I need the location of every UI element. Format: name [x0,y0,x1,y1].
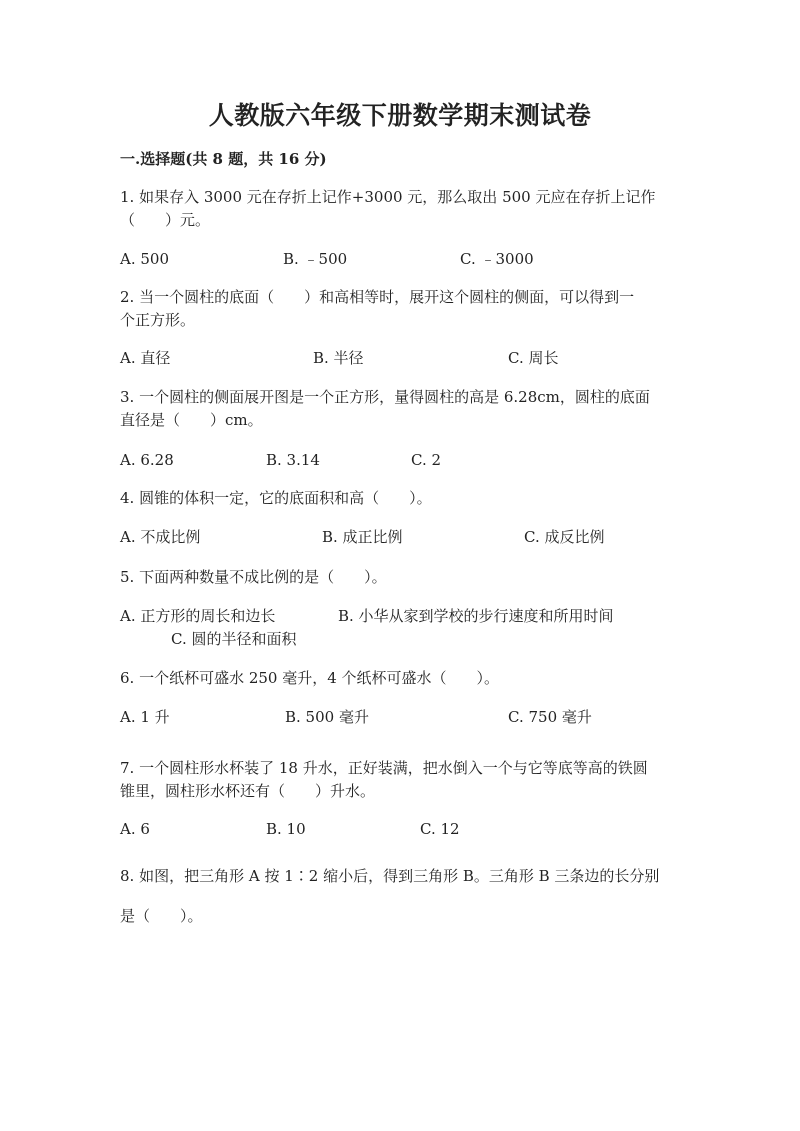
question-2 [120,286,685,332]
question-7-text-cont: 锥里，圆柱形水杯还有（ ）升水。 [120,782,376,800]
q4-option-a: A. 不成比例 [120,528,201,546]
question-4-text: 4. 圆锥的体积一定，它的底面积和高（ ）。 [120,489,432,507]
question-2-text: 2. 当一个圆柱的底面（ ）和高相等时，展开这个圆柱的侧面，可以得到一 [120,288,635,306]
question-3-text: 3. 一个圆柱的侧面展开图是一个正方形，量得圆柱的高是 6.28cm，圆柱的底面 [120,388,650,406]
question-4 [120,487,685,510]
question-6-text: 6. 一个纸杯可盛水 250 毫升，4 个纸杯可盛水（ ）。 [120,669,500,687]
question-2-text-cont: 个正方形。 [120,311,196,329]
question-1 [120,186,685,232]
q6-option-b: B. 500 毫升 [285,708,369,726]
q6-option-a: A. 1 升 [120,708,170,726]
q4-option-b: B. 成正比例 [322,528,403,546]
question-3 [120,386,685,432]
q7-option-b: B. 10 [266,820,306,838]
question-5-text: 5. 下面两种数量不成比例的是（ ）。 [120,568,387,586]
question-7 [120,757,685,803]
q5-option-b: B. 小华从家到学校的步行速度和所用时间 [338,607,614,625]
q7-option-c: C. 12 [420,820,460,838]
q5-option-a: A. 正方形的周长和边长 [120,607,276,625]
question-1-text-cont: （ ）元。 [120,211,211,229]
question-1-text: 1. 如果存入 3000 元在存折上记作+3000 元，那么取出 500 元应在存折上记作 [120,188,656,206]
q2-option-b: B. 半径 [313,349,364,367]
q4-option-c: C. 成反比例 [524,528,605,546]
question-6 [120,667,685,690]
q3-option-b: B. 3.14 [266,451,320,469]
q6-option-c: C. 750 毫升 [508,708,592,726]
q1-option-a: A. 500 [120,250,169,268]
section-heading: 一.选择题(共 8 题，共 16 分) [120,150,327,168]
question-8-text: 8. 如图，把三角形 A 按 1∶2 缩小后，得到三角形 B。三角形 B 三条边的长分别 [120,867,660,885]
q5-option-c: C. 圆的半径和面积 [171,630,297,648]
q1-option-b: B. ﹣500 [283,250,348,268]
q7-option-a: A. 6 [120,820,150,838]
question-3-text-cont: 直径是（ ）cm。 [120,411,263,429]
question-5 [120,566,685,589]
q3-option-c: C. 2 [411,451,442,469]
question-7-text: 7. 一个圆柱形水杯装了 18 升水，正好装满，把水倒入一个与它等底等高的铁圆 [120,759,648,777]
question-8 [120,856,685,936]
page-title: 人教版六年级下册数学期末测试卷 [208,101,592,130]
question-8-text-cont: 是（ ）。 [120,907,203,925]
q3-option-a: A. 6.28 [120,451,174,469]
q2-option-a: A. 直径 [120,349,171,367]
q2-option-c: C. 周长 [508,349,559,367]
q1-option-c: C. ﹣3000 [460,250,534,268]
